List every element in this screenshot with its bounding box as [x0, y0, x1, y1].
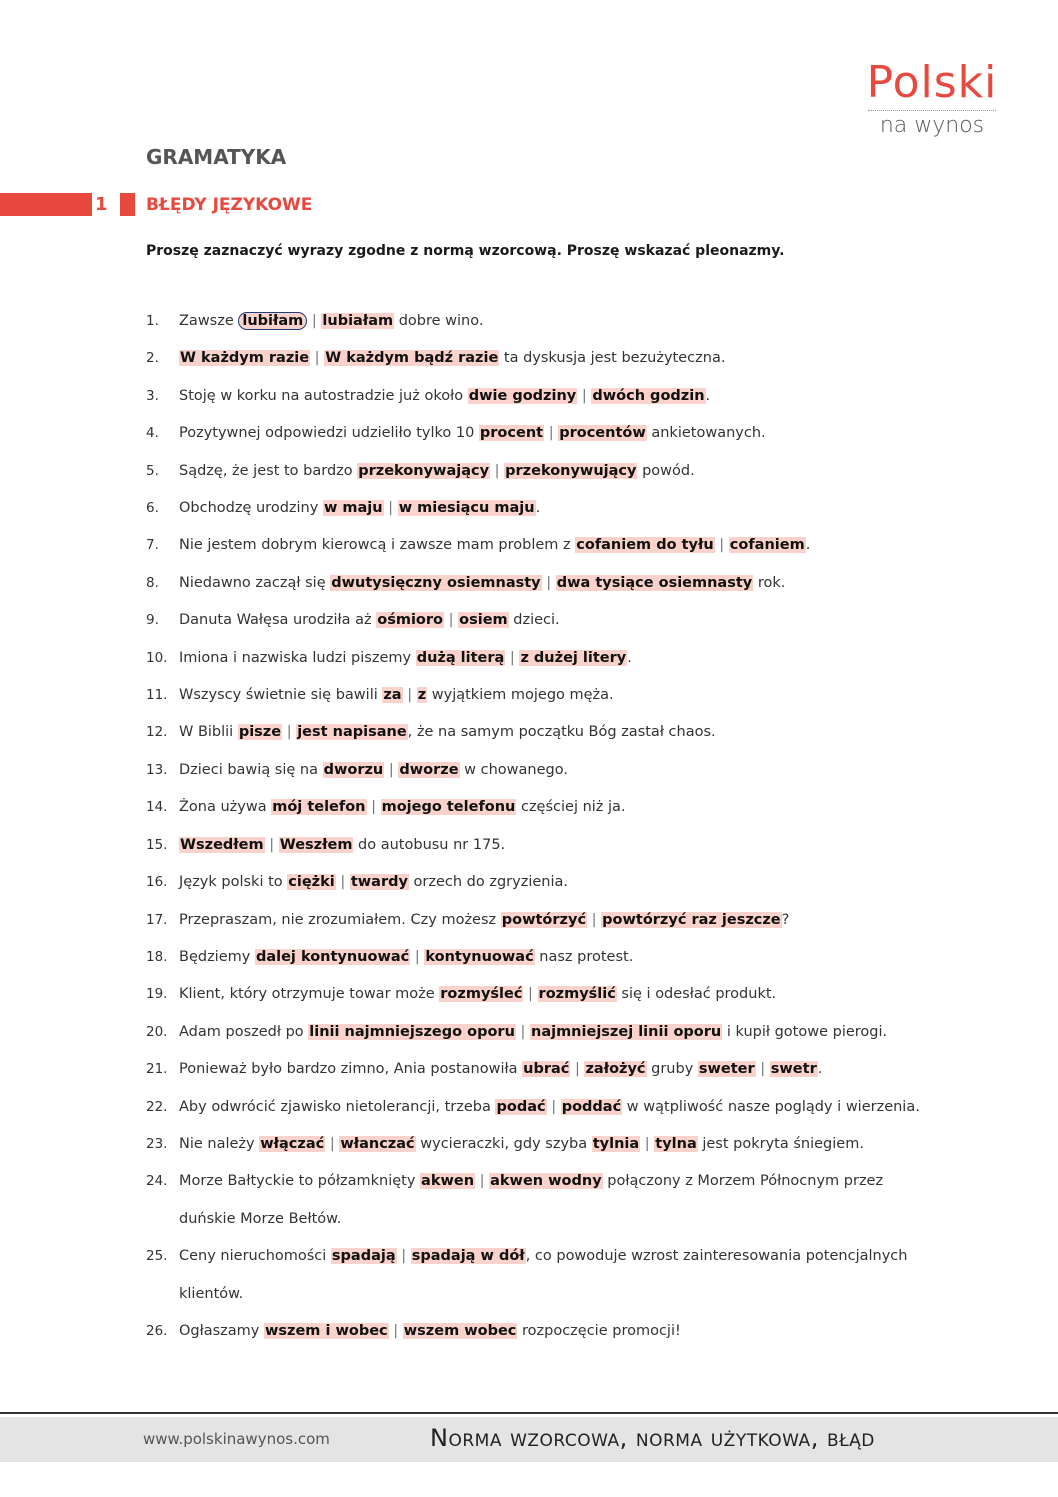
item-number: 24.: [146, 1173, 168, 1190]
item-text: .: [817, 1061, 823, 1078]
option-separator: |: [325, 1135, 340, 1152]
option[interactable]: w maju: [323, 500, 383, 517]
item-text: Adam poszedł po: [179, 1023, 309, 1040]
option[interactable]: za: [383, 687, 402, 704]
item-text: rozpoczęcie promocji!: [517, 1322, 681, 1339]
option[interactable]: z dużej litery: [520, 649, 627, 666]
item-text: W Biblii: [179, 724, 238, 741]
option[interactable]: dworzu: [323, 761, 384, 778]
option[interactable]: najmniejszej linii oporu: [531, 1023, 722, 1040]
option[interactable]: kontynuować: [425, 948, 534, 965]
option[interactable]: pisze: [238, 724, 282, 741]
option-separator: |: [282, 724, 297, 741]
option[interactable]: włączać: [260, 1135, 325, 1152]
option-separator: |: [490, 462, 505, 479]
option[interactable]: ubrać: [523, 1061, 570, 1078]
exercise-item: [146, 453, 926, 490]
exercise-item: [146, 565, 926, 602]
option[interactable]: swetr: [770, 1061, 817, 1078]
option-separator: |: [523, 986, 538, 1003]
option-separator: |: [310, 350, 325, 367]
option[interactable]: przekonywający: [358, 462, 490, 479]
item-number: 23.: [146, 1135, 168, 1152]
item-text: .: [535, 500, 541, 517]
item-text: Nie jestem dobrym kierowcą i zawsze mam problem z: [179, 537, 576, 554]
item-text: do autobusu nr 175.: [353, 836, 506, 853]
exercise-item: [146, 1014, 926, 1051]
option[interactable]: ośmioro: [377, 612, 444, 629]
exercise-item: [146, 340, 926, 377]
option-separator: |: [264, 836, 279, 853]
option[interactable]: dwóch godzin: [592, 387, 705, 404]
option[interactable]: powtórzyć raz jeszcze: [602, 911, 781, 928]
option[interactable]: dalej kontynuować: [255, 948, 410, 965]
logo-sub: na wynos: [879, 113, 985, 138]
option[interactable]: twardy: [350, 874, 408, 891]
exercise-item: [146, 1313, 926, 1350]
item-text: Ponieważ było bardzo zimno, Ania postanowiła: [179, 1061, 523, 1078]
option-separator: |: [577, 387, 592, 404]
option-separator: |: [410, 948, 425, 965]
item-number: 26.: [146, 1322, 168, 1339]
option[interactable]: akwen: [421, 1173, 475, 1190]
item-text: połączony z Morzem Północnym przez duńskie Morze Bełtów.: [179, 1173, 884, 1227]
item-text: Język polski to: [179, 874, 288, 891]
chapter-title: BŁĘDY JĘZYKOWE: [146, 195, 313, 215]
item-number: 4.: [146, 425, 159, 442]
item-text: ?: [781, 911, 790, 928]
option-separator: |: [541, 574, 556, 591]
option-separator: |: [396, 1248, 411, 1265]
option[interactable]: lubiałam: [322, 313, 394, 329]
item-number: 2.: [146, 350, 159, 367]
item-number: 7.: [146, 537, 159, 554]
item-text: , co powoduje wzrost zainteresowania potencjalnych klientów.: [179, 1248, 908, 1302]
item-text: , że na samym początku Bóg zastał chaos.: [407, 724, 716, 741]
option-separator: |: [444, 612, 459, 629]
option[interactable]: cofaniem: [729, 537, 805, 554]
item-text: rok.: [753, 574, 786, 591]
option[interactable]: Weszłem: [279, 836, 353, 853]
option[interactable]: W każdym bądź razie: [325, 350, 499, 367]
exercise-item: [146, 752, 926, 789]
option[interactable]: linii najmniejszego oporu: [309, 1023, 515, 1040]
item-number: 14.: [146, 799, 168, 816]
option[interactable]: przekonywujący: [505, 462, 637, 479]
exercise-item: [146, 490, 926, 527]
item-number: 16.: [146, 874, 168, 891]
exercise-item: [146, 864, 926, 901]
item-number: 25.: [146, 1248, 168, 1265]
footer-url: www.polskinawynos.com: [143, 1430, 330, 1448]
option-separator: |: [544, 425, 559, 442]
item-text: orzech do zgryzienia.: [408, 874, 568, 891]
option[interactable]: w miesiącu maju: [398, 500, 535, 517]
item-number: 10.: [146, 649, 168, 666]
item-number: 9.: [146, 612, 159, 629]
item-text: wycieraczki, gdy szyba: [415, 1135, 592, 1152]
option[interactable]: rozmyśleć: [440, 986, 523, 1003]
item-number: 22.: [146, 1098, 168, 1115]
exercise-item: [146, 1238, 926, 1313]
item-text: Aby odwrócić zjawisko nietolerancji, trzeba: [179, 1098, 496, 1115]
item-text: Pozytywnej odpowiedzi udzieliło tylko 10: [179, 425, 479, 442]
option[interactable]: tylnia: [592, 1135, 640, 1152]
item-number: 1.: [146, 313, 159, 329]
chapter-bar-mid: [120, 193, 135, 216]
item-text: Nie należy: [179, 1135, 260, 1152]
item-text: Danuta Wałęsa urodziła aż: [179, 612, 377, 629]
option[interactable]: dwutysięczny osiemnasty: [331, 574, 541, 591]
item-text: .: [805, 537, 811, 554]
option-separator: |: [402, 687, 417, 704]
option[interactable]: wszem i wobec: [265, 1322, 388, 1339]
option[interactable]: mój telefon: [272, 799, 366, 816]
item-text: Sądzę, że jest to bardzo: [179, 462, 358, 479]
option-separator: |: [587, 911, 602, 928]
option[interactable]: procentów: [559, 425, 646, 442]
option[interactable]: wszem wobec: [403, 1322, 517, 1339]
item-text: w wątpliwość nasze poglądy i wierzenia.: [622, 1098, 920, 1115]
option[interactable]: cofaniem do tyłu: [576, 537, 714, 554]
option[interactable]: z: [417, 687, 427, 704]
option[interactable]: spadają: [331, 1248, 396, 1265]
exercise-item: [146, 827, 926, 864]
item-text: powód.: [637, 462, 695, 479]
item-text: Dzieci bawią się na: [179, 761, 323, 778]
option[interactable]: dwa tysiące osiemnasty: [556, 574, 753, 591]
option-circled[interactable]: lubiłam: [238, 312, 307, 330]
item-number: 19.: [146, 986, 168, 1003]
item-text: .: [627, 649, 632, 666]
item-text: Obchodzę urodziny: [179, 500, 323, 517]
item-text: częściej niż ja.: [516, 799, 626, 816]
option-separator: |: [475, 1173, 490, 1190]
item-number: 6.: [146, 500, 159, 517]
item-text: nasz protest.: [534, 948, 634, 965]
item-number: 15.: [146, 836, 168, 853]
exercise-item: [146, 1163, 926, 1238]
item-text: Będziemy: [179, 948, 255, 965]
item-text: jest pokryta śniegiem.: [697, 1135, 864, 1152]
footer-rule: [0, 1412, 1058, 1414]
exercise-item: [146, 939, 926, 976]
option-separator: |: [388, 1322, 403, 1339]
item-text: gruby: [646, 1061, 698, 1078]
option[interactable]: Wszedłem: [180, 836, 264, 853]
item-number: 21.: [146, 1061, 168, 1078]
option[interactable]: mojego telefonu: [381, 799, 516, 816]
option-separator: |: [366, 799, 381, 816]
option[interactable]: sweter: [698, 1061, 755, 1078]
exercise-item: [146, 789, 926, 826]
exercise-item: [146, 1089, 926, 1126]
option[interactable]: akwen wodny: [490, 1173, 602, 1190]
item-text: ankietowanych.: [646, 425, 766, 442]
option[interactable]: dworze: [399, 761, 459, 778]
item-number: 11.: [146, 687, 168, 704]
option[interactable]: włanczać: [340, 1135, 415, 1152]
option-separator: |: [307, 313, 322, 329]
exercise-item: [146, 640, 926, 677]
exercise-list: [146, 303, 926, 1350]
exercise-item: [146, 714, 926, 751]
item-number: 20.: [146, 1023, 168, 1040]
item-text: Imiona i nazwiska ludzi piszemy: [179, 649, 416, 666]
option-separator: |: [570, 1061, 585, 1078]
exercise-item: [146, 415, 926, 452]
exercise-item: [146, 677, 926, 714]
option[interactable]: założyć: [585, 1061, 646, 1078]
option[interactable]: spadają w dół: [411, 1248, 525, 1265]
item-text: Ceny nieruchomości: [179, 1248, 331, 1265]
item-text: ta dyskusja jest bezużyteczna.: [499, 350, 726, 367]
item-text: Żona używa: [179, 799, 272, 816]
item-text: wyjątkiem mojego męża.: [427, 687, 614, 704]
item-number: 12.: [146, 724, 168, 741]
exercise-item: [146, 976, 926, 1013]
item-text: Niedawno zaczął się: [179, 574, 331, 591]
option[interactable]: tylna: [655, 1135, 697, 1152]
exercise-item: [146, 902, 926, 939]
option[interactable]: podać: [496, 1098, 546, 1115]
option[interactable]: W każdym razie: [180, 350, 310, 367]
section-title: GRAMATYKA: [146, 145, 287, 169]
item-number: 18.: [146, 948, 168, 965]
option-separator: |: [505, 649, 520, 666]
option[interactable]: osiem: [459, 612, 508, 629]
item-text: dzieci.: [508, 612, 560, 629]
item-text: Morze Bałtyckie to półzamknięty: [179, 1173, 421, 1190]
exercise-item: [146, 602, 926, 639]
exercise-item: [146, 1126, 926, 1163]
option-separator: |: [714, 537, 729, 554]
item-text: Wszyscy świetnie się bawili: [179, 687, 383, 704]
option[interactable]: dużą literą: [416, 649, 505, 666]
item-text: Klient, który otrzymuje towar może: [179, 986, 440, 1003]
item-number: 13.: [146, 761, 168, 778]
chapter-bar-left: [0, 193, 92, 216]
item-text: Ogłaszamy: [179, 1322, 264, 1339]
option-separator: |: [335, 874, 350, 891]
option-separator: |: [515, 1023, 530, 1040]
item-number: 8.: [146, 574, 159, 591]
option-separator: |: [755, 1061, 770, 1078]
option[interactable]: procent: [479, 425, 544, 442]
option-separator: |: [384, 761, 399, 778]
item-number: 5.: [146, 462, 159, 479]
item-text: dobre wino.: [394, 313, 484, 329]
footer-title: Norma wzorcowa, norma użytkowa, błąd: [430, 1424, 875, 1452]
option[interactable]: poddać: [561, 1098, 622, 1115]
item-text: Zawsze: [179, 313, 239, 329]
chapter-number: 1: [95, 194, 108, 215]
item-text: się i odesłać produkt.: [616, 986, 777, 1003]
exercise-item: [146, 1051, 926, 1088]
item-text: w chowanego.: [459, 761, 568, 778]
exercise-item: [146, 527, 926, 564]
option-separator: |: [640, 1135, 655, 1152]
option-separator: |: [383, 500, 398, 517]
item-number: 17.: [146, 911, 168, 928]
instruction: Proszę zaznaczyć wyrazy zgodne z normą wzorcową. Proszę wskazać pleonazmy.: [146, 243, 785, 259]
item-text: i kupił gotowe pierogi.: [722, 1023, 888, 1040]
logo: [862, 58, 1002, 141]
option[interactable]: rozmyślić: [538, 986, 616, 1003]
item-text: .: [705, 387, 711, 404]
option-separator: |: [546, 1098, 561, 1115]
option[interactable]: ciężki: [288, 874, 335, 891]
item-number: 3.: [146, 387, 159, 404]
exercise-item: [146, 303, 926, 340]
option[interactable]: powtórzyć: [501, 911, 587, 928]
item-text: Przepraszam, nie zrozumiałem. Czy możesz: [179, 911, 501, 928]
exercise-item: [146, 378, 926, 415]
logo-main: Polski: [866, 57, 998, 108]
option[interactable]: dwie godziny: [468, 387, 577, 404]
option[interactable]: jest napisane: [297, 724, 407, 741]
item-text: Stoję w korku na autostradzie już około: [179, 387, 468, 404]
